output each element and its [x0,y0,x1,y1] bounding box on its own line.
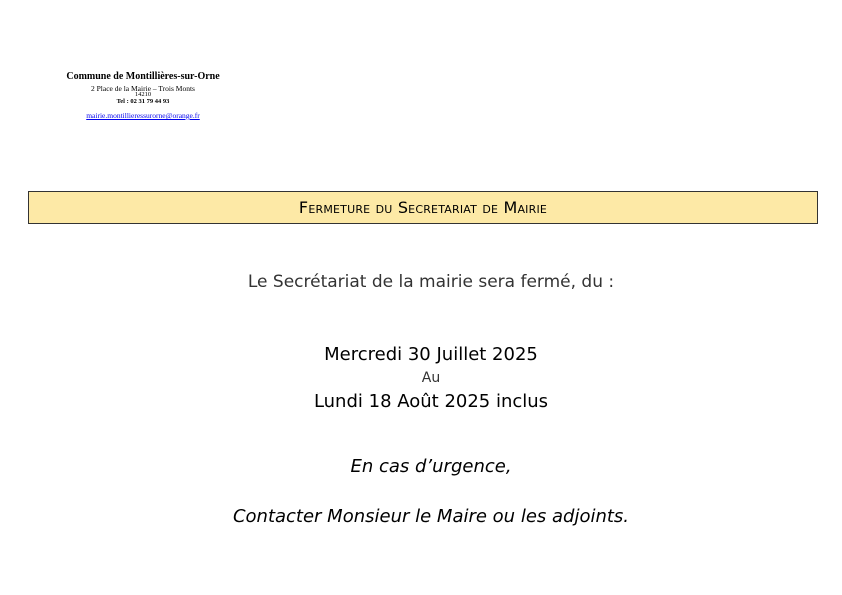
commune-name: Commune de Montillières-sur-Orne [66,71,220,82]
email-link[interactable]: mairie.montillieressurorne@orange.fr [86,111,200,120]
postcode: 14210 [134,91,152,99]
urgency-text: En cas d’urgence, [350,456,512,477]
address-line: 2 Place de la Mairie – Trois Monts [91,83,195,93]
phone-number: Tel : 02 31 79 44 93 [116,98,170,106]
date-separator: Au [421,370,441,386]
title-banner [28,191,818,224]
closure-end-date: Lundi 18 Août 2025 inclus [313,391,549,412]
closure-intro: Le Secrétariat de la mairie sera fermé, du : [247,272,615,292]
page-title: Fermeture du Secretariat de Mairie [298,198,548,217]
letterhead [28,72,258,123]
closure-start-date: Mercredi 30 Juillet 2025 [324,344,538,365]
contact-text: Contacter Monsieur le Maire ou les adjoints. [232,506,630,527]
